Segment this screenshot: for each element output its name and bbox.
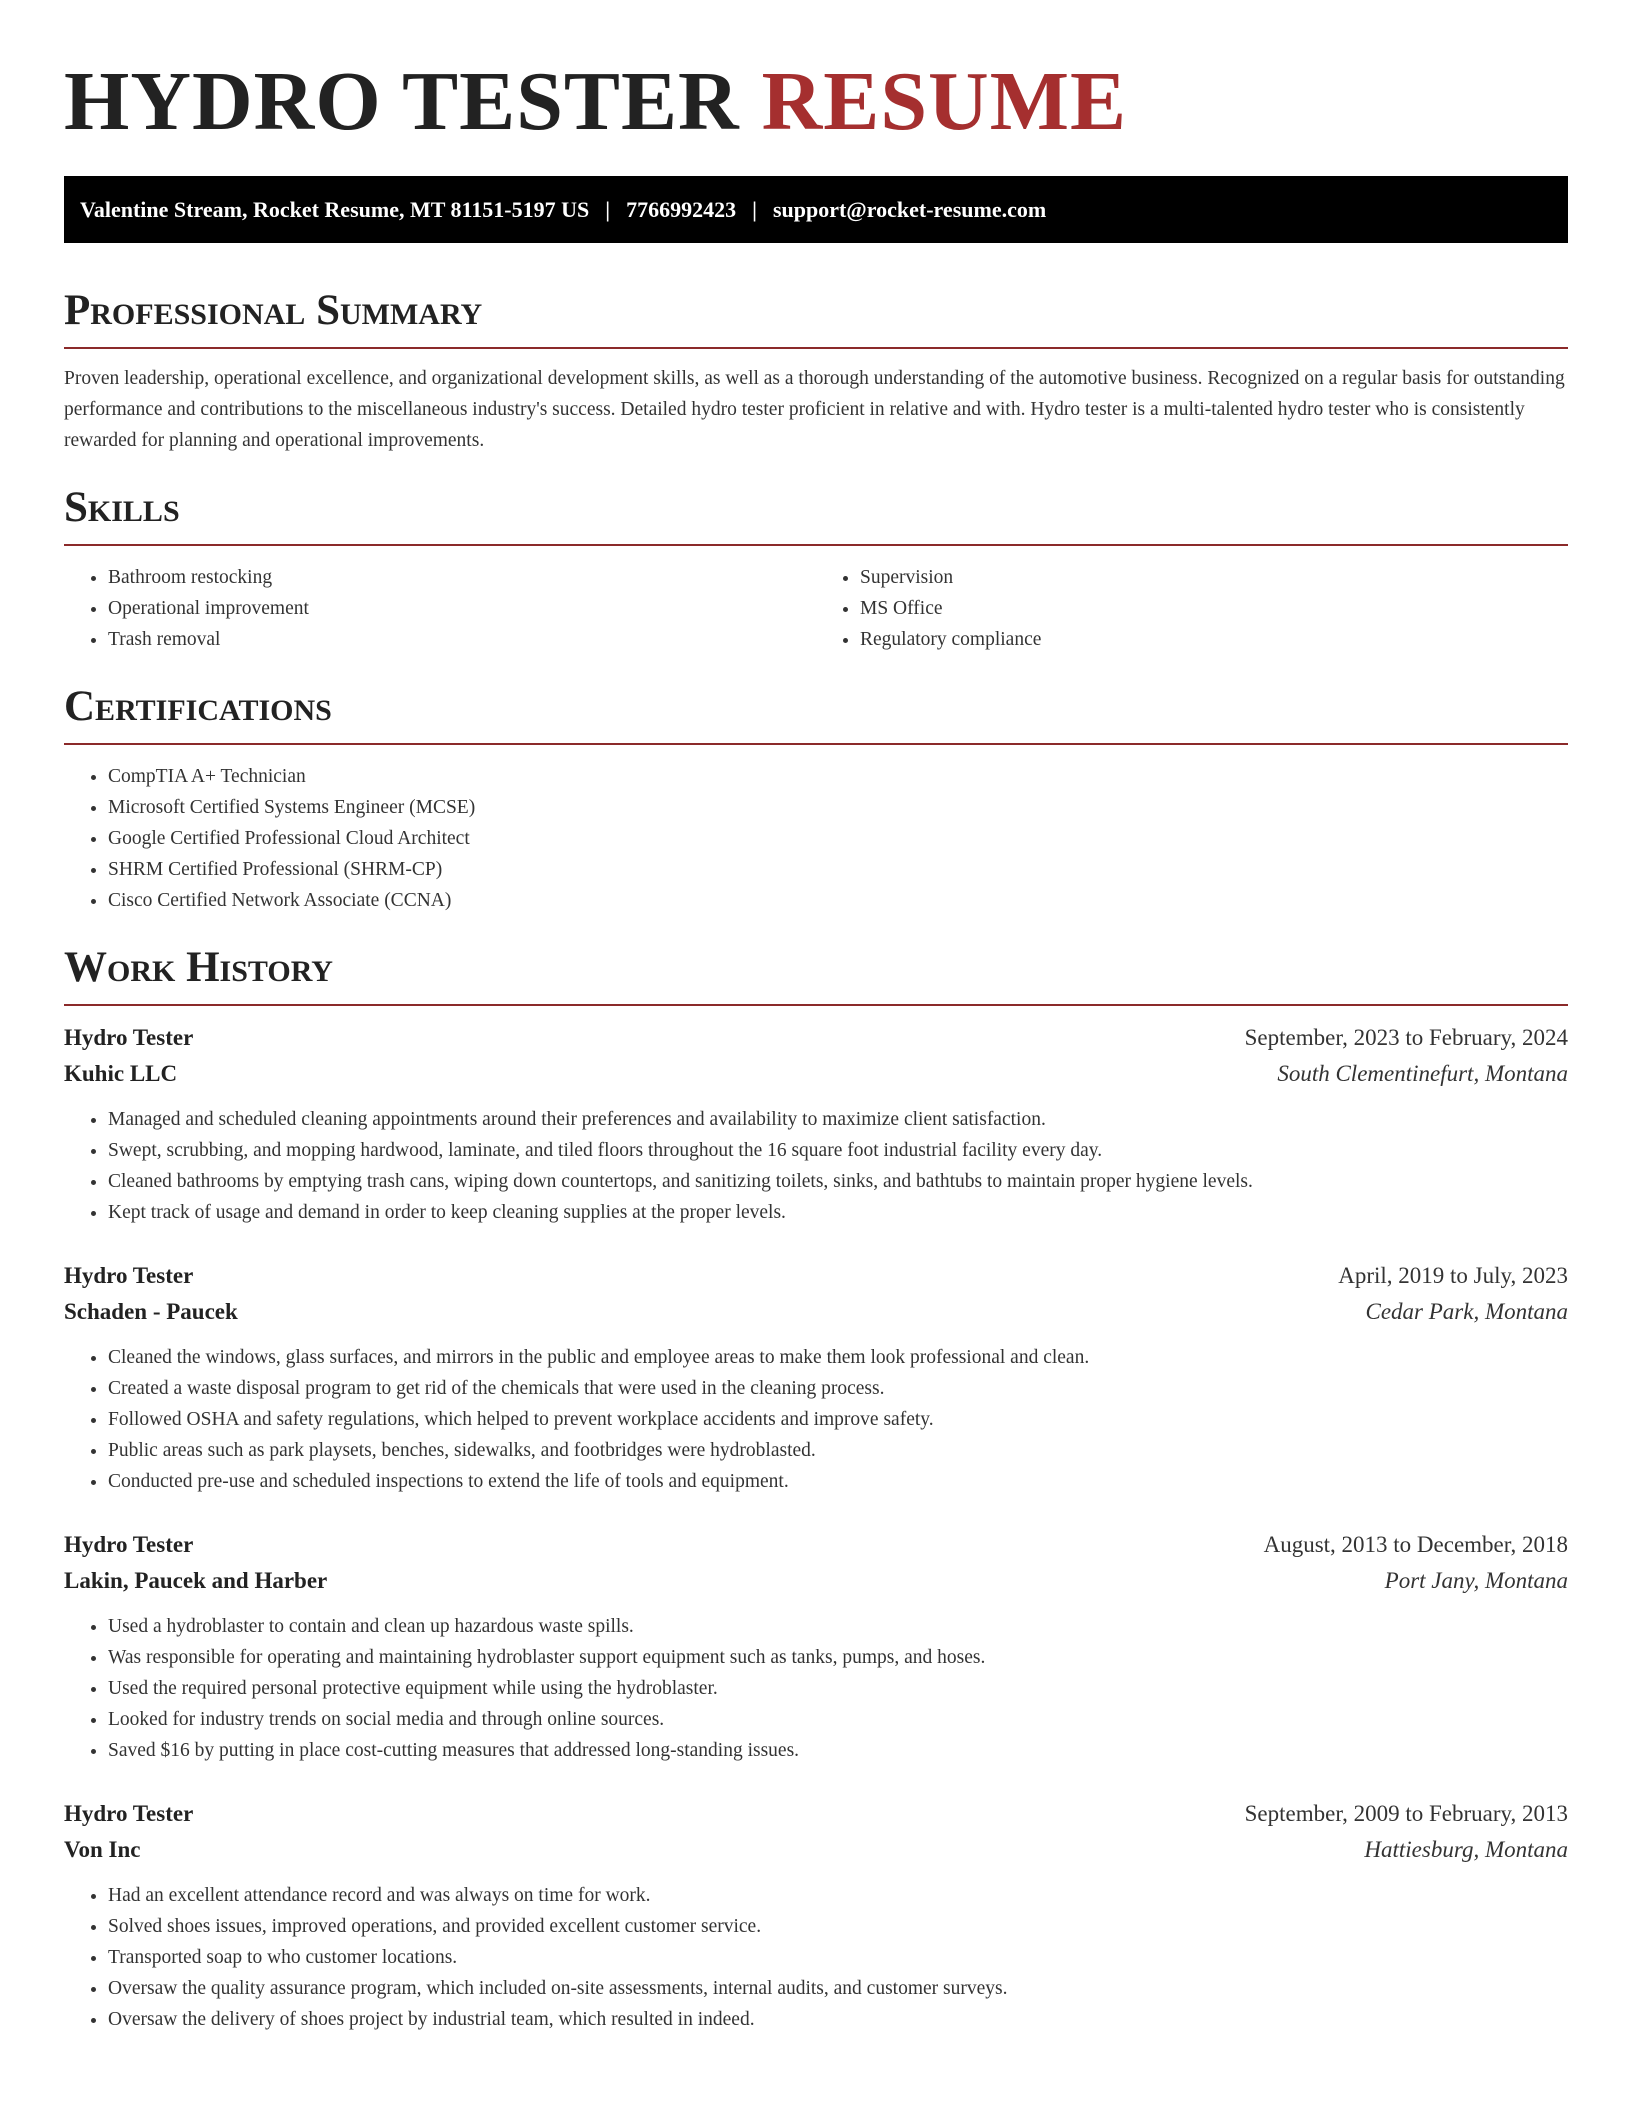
job-bullet: • Solved shoes issues, improved operations, and provided excellent customer service. xyxy=(108,1911,1568,1942)
section-divider xyxy=(64,743,1568,745)
job-bullet: • Used a hydroblaster to contain and clean up hazardous waste spills. xyxy=(108,1611,1568,1642)
job-bullets xyxy=(64,1611,1568,1766)
job-bullet: • Swept, scrubbing, and mopping hardwood, laminate, and tiled floors throughout the 16 square foot industrial facility every day. xyxy=(108,1135,1568,1166)
contact-email: support@rocket-resume.com xyxy=(772,196,1047,222)
work-history-section xyxy=(64,942,1568,2035)
job-bullet: • Public areas such as park playsets, benches, sidewalks, and footbridges were hydroblasted. xyxy=(108,1435,1568,1466)
job-location: Hattiesburg, Montana xyxy=(1364,1837,1568,1862)
job-bullet: • Oversaw the delivery of shoes project by industrial team, which resulted in indeed. xyxy=(108,2004,1568,2035)
job-bullet: • Cleaned bathrooms by emptying trash cans, wiping down countertops, and sanitizing toilets, sinks, and bathtubs to maintain proper hygiene levels. xyxy=(108,1166,1568,1197)
skill-item: • Trash removal xyxy=(108,624,816,655)
job-bullet: • Had an excellent attendance record and was always on time for work. xyxy=(108,1880,1568,1911)
job-bullets xyxy=(64,1342,1568,1497)
certifications-list xyxy=(64,761,1568,916)
job-entry xyxy=(64,1258,1568,1497)
work-history-heading: Work History xyxy=(64,944,333,991)
summary-section xyxy=(64,285,1568,456)
certification-item: • Microsoft Certified Systems Engineer (MCSE) xyxy=(108,792,1568,823)
job-bullet: • Looked for industry trends on social media and through online sources. xyxy=(108,1704,1568,1735)
job-company: Lakin, Paucek and Harber xyxy=(64,1568,328,1593)
job-company: Schaden - Paucek xyxy=(64,1299,238,1324)
skills-grid xyxy=(64,562,1568,655)
job-header-row xyxy=(64,1258,1568,1294)
certification-item: • SHRM Certified Professional (SHRM-CP) xyxy=(108,854,1568,885)
job-bullet: • Conducted pre-use and scheduled inspections to extend the life of tools and equipment. xyxy=(108,1466,1568,1497)
job-title: Hydro Tester xyxy=(64,1025,194,1050)
job-entry xyxy=(64,1527,1568,1766)
job-company: Kuhic LLC xyxy=(64,1061,178,1086)
certification-item: • Google Certified Professional Cloud Architect xyxy=(108,823,1568,854)
certification-item: • CompTIA A+ Technician xyxy=(108,761,1568,792)
job-dates: August, 2013 to December, 2018 xyxy=(1263,1532,1568,1557)
skill-item: • Bathroom restocking xyxy=(108,562,816,593)
job-bullet: • Transported soap to who customer locations. xyxy=(108,1942,1568,1973)
job-company-row xyxy=(64,1294,1568,1330)
job-title: Hydro Tester xyxy=(64,1532,194,1557)
job-company: Von Inc xyxy=(64,1837,141,1862)
title-main: HYDRO TESTER xyxy=(64,55,740,148)
certifications-heading: Certifications xyxy=(64,683,332,730)
job-bullet: • Followed OSHA and safety regulations, which helped to prevent workplace accidents and improve safety. xyxy=(108,1404,1568,1435)
job-location: South Clementinefurt, Montana xyxy=(1277,1061,1568,1086)
job-bullet: • Used the required personal protective equipment while using the hydroblaster. xyxy=(108,1673,1568,1704)
job-header-row xyxy=(64,1527,1568,1563)
certification-item: • Cisco Certified Network Associate (CCNA) xyxy=(108,885,1568,916)
job-company-row xyxy=(64,1056,1568,1092)
job-dates: April, 2019 to July, 2023 xyxy=(1338,1263,1568,1288)
skills-list-right xyxy=(816,562,1568,655)
skill-item: • Regulatory compliance xyxy=(860,624,1568,655)
contact-separator: | xyxy=(752,196,757,222)
contact-address: Valentine Stream, Rocket Resume, MT 81151-5197 US xyxy=(80,196,590,222)
summary-heading: Professional Summary xyxy=(64,287,483,334)
job-location: Port Jany, Montana xyxy=(1384,1568,1568,1593)
job-dates: September, 2009 to February, 2013 xyxy=(1244,1801,1568,1826)
job-company-row xyxy=(64,1563,1568,1599)
skills-heading: Skills xyxy=(64,484,180,531)
job-bullet: • Was responsible for operating and maintaining hydroblaster support equipment such as tanks, pumps, and hoses. xyxy=(108,1642,1568,1673)
resume-title xyxy=(64,52,1568,152)
job-bullet: • Kept track of usage and demand in order to keep cleaning supplies at the proper levels. xyxy=(108,1197,1568,1228)
contact-bar xyxy=(64,176,1568,243)
summary-text: Proven leadership, operational excellence, and organizational development skills, as well as a thorough understanding of the automotive business. Recognized on a regular basis for outstanding performance and contributions to the miscellaneous industry's success. Detailed hydro tester proficient in relative and with. Hydro tester is a multi-talented hydro tester who is consistently rewarded for planning and operational improvements. xyxy=(64,368,1565,451)
section-divider xyxy=(64,544,1568,546)
section-divider xyxy=(64,1004,1568,1006)
job-company-row xyxy=(64,1832,1568,1868)
skills-list-left xyxy=(64,562,816,655)
job-bullets xyxy=(64,1880,1568,2035)
contact-phone: 7766992423 xyxy=(626,196,737,222)
certifications-section xyxy=(64,681,1568,916)
job-header-row xyxy=(64,1796,1568,1832)
job-title: Hydro Tester xyxy=(64,1801,194,1826)
job-bullet: • Created a waste disposal program to get rid of the chemicals that were used in the cleaning process. xyxy=(108,1373,1568,1404)
contact-separator: | xyxy=(605,196,611,222)
job-bullet: • Oversaw the quality assurance program, which included on-site assessments, internal audits, and customer surveys. xyxy=(108,1973,1568,2004)
job-header-row xyxy=(64,1020,1568,1056)
skill-item: • MS Office xyxy=(860,593,1568,624)
job-dates: September, 2023 to February, 2024 xyxy=(1244,1025,1568,1050)
job-entry xyxy=(64,1020,1568,1228)
job-title: Hydro Tester xyxy=(64,1263,194,1288)
skill-item: • Operational improvement xyxy=(108,593,816,624)
job-bullet: • Saved $16 by putting in place cost-cutting measures that addressed long-standing issues. xyxy=(108,1735,1568,1766)
title-accent: RESUME xyxy=(761,55,1128,148)
job-bullet: • Managed and scheduled cleaning appointments around their preferences and availability to maximize client satisfaction. xyxy=(108,1104,1568,1135)
skills-section xyxy=(64,482,1568,655)
skill-item: • Supervision xyxy=(860,562,1568,593)
job-bullet: • Cleaned the windows, glass surfaces, and mirrors in the public and employee areas to make them look professional and clean. xyxy=(108,1342,1568,1373)
job-bullets xyxy=(64,1104,1568,1228)
section-divider xyxy=(64,347,1568,349)
job-entry xyxy=(64,1796,1568,2035)
job-location: Cedar Park, Montana xyxy=(1365,1299,1568,1324)
